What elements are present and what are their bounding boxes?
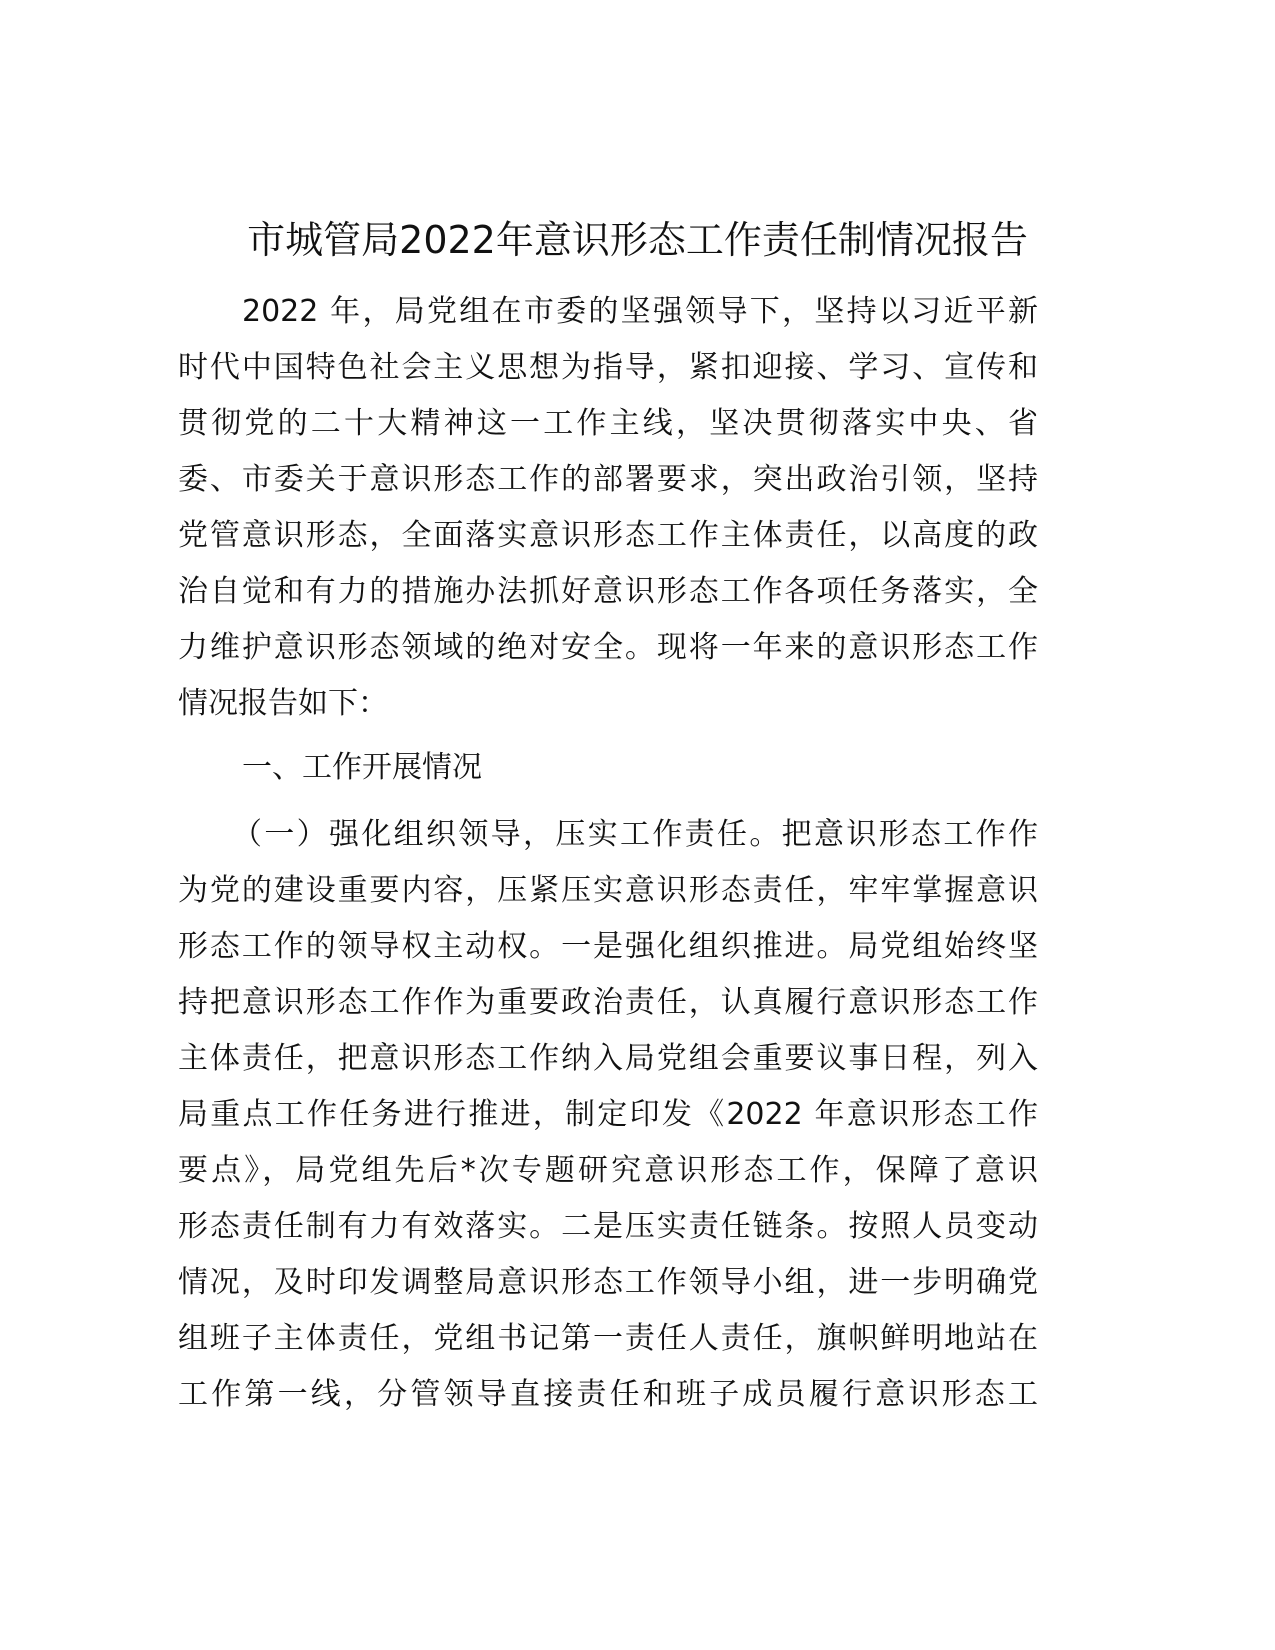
- paragraph-line: 贯彻党的二十大精神这一工作主线，坚决贯彻落实中央、省: [178, 406, 1038, 441]
- paragraph-line: 时代中国特色社会主义思想为指导，紧扣迎接、学习、宣传和: [178, 350, 1038, 385]
- paragraph-line: 情况，及时印发调整局意识形态工作领导小组，进一步明确党: [178, 1265, 1038, 1300]
- paragraph-line: （一）强化组织领导，压实工作责任。把意识形态工作作: [232, 817, 1038, 852]
- paragraph-line: 2022 年，局党组在市委的坚强领导下，坚持以习近平新: [242, 294, 1038, 329]
- paragraph-line: 主体责任，把意识形态工作纳入局党组会重要议事日程，列入: [178, 1041, 1038, 1076]
- paragraph-line: 党管意识形态，全面落实意识形态工作主体责任，以高度的政: [178, 518, 1038, 553]
- paragraph-line: 形态工作的领导权主动权。一是强化组织推进。局党组始终坚: [178, 929, 1038, 964]
- paragraph-line: 情况报告如下：: [178, 686, 388, 721]
- paragraph-line: 力维护意识形态领域的绝对安全。现将一年来的意识形态工作: [178, 630, 1038, 665]
- paragraph-line: 治自觉和有力的措施办法抓好意识形态工作各项任务落实，全: [178, 574, 1038, 609]
- document-title: 市城管局2022年意识形态工作责任制情况报告: [247, 218, 1028, 262]
- section-heading: 一、工作开展情况: [242, 750, 482, 785]
- paragraph-line: 工作第一线，分管领导直接责任和班子成员履行意识形态工: [178, 1377, 1038, 1412]
- paragraph-line: 为党的建设重要内容，压紧压实意识形态责任，牢牢掌握意识: [178, 873, 1038, 908]
- paragraph-line: 形态责任制有力有效落实。二是压实责任链条。按照人员变动: [178, 1209, 1038, 1244]
- paragraph-line: 持把意识形态工作作为重要政治责任，认真履行意识形态工作: [178, 985, 1038, 1020]
- paragraph-line: 委、市委关于意识形态工作的部署要求，突出政治引领，坚持: [178, 462, 1038, 497]
- paragraph-line: 要点》，局党组先后*次专题研究意识形态工作，保障了意识: [178, 1153, 1038, 1188]
- paragraph-line: 组班子主体责任，党组书记第一责任人责任，旗帜鲜明地站在: [178, 1321, 1038, 1356]
- paragraph-line: 局重点工作任务进行推进，制定印发《2022 年意识形态工作: [178, 1097, 1038, 1132]
